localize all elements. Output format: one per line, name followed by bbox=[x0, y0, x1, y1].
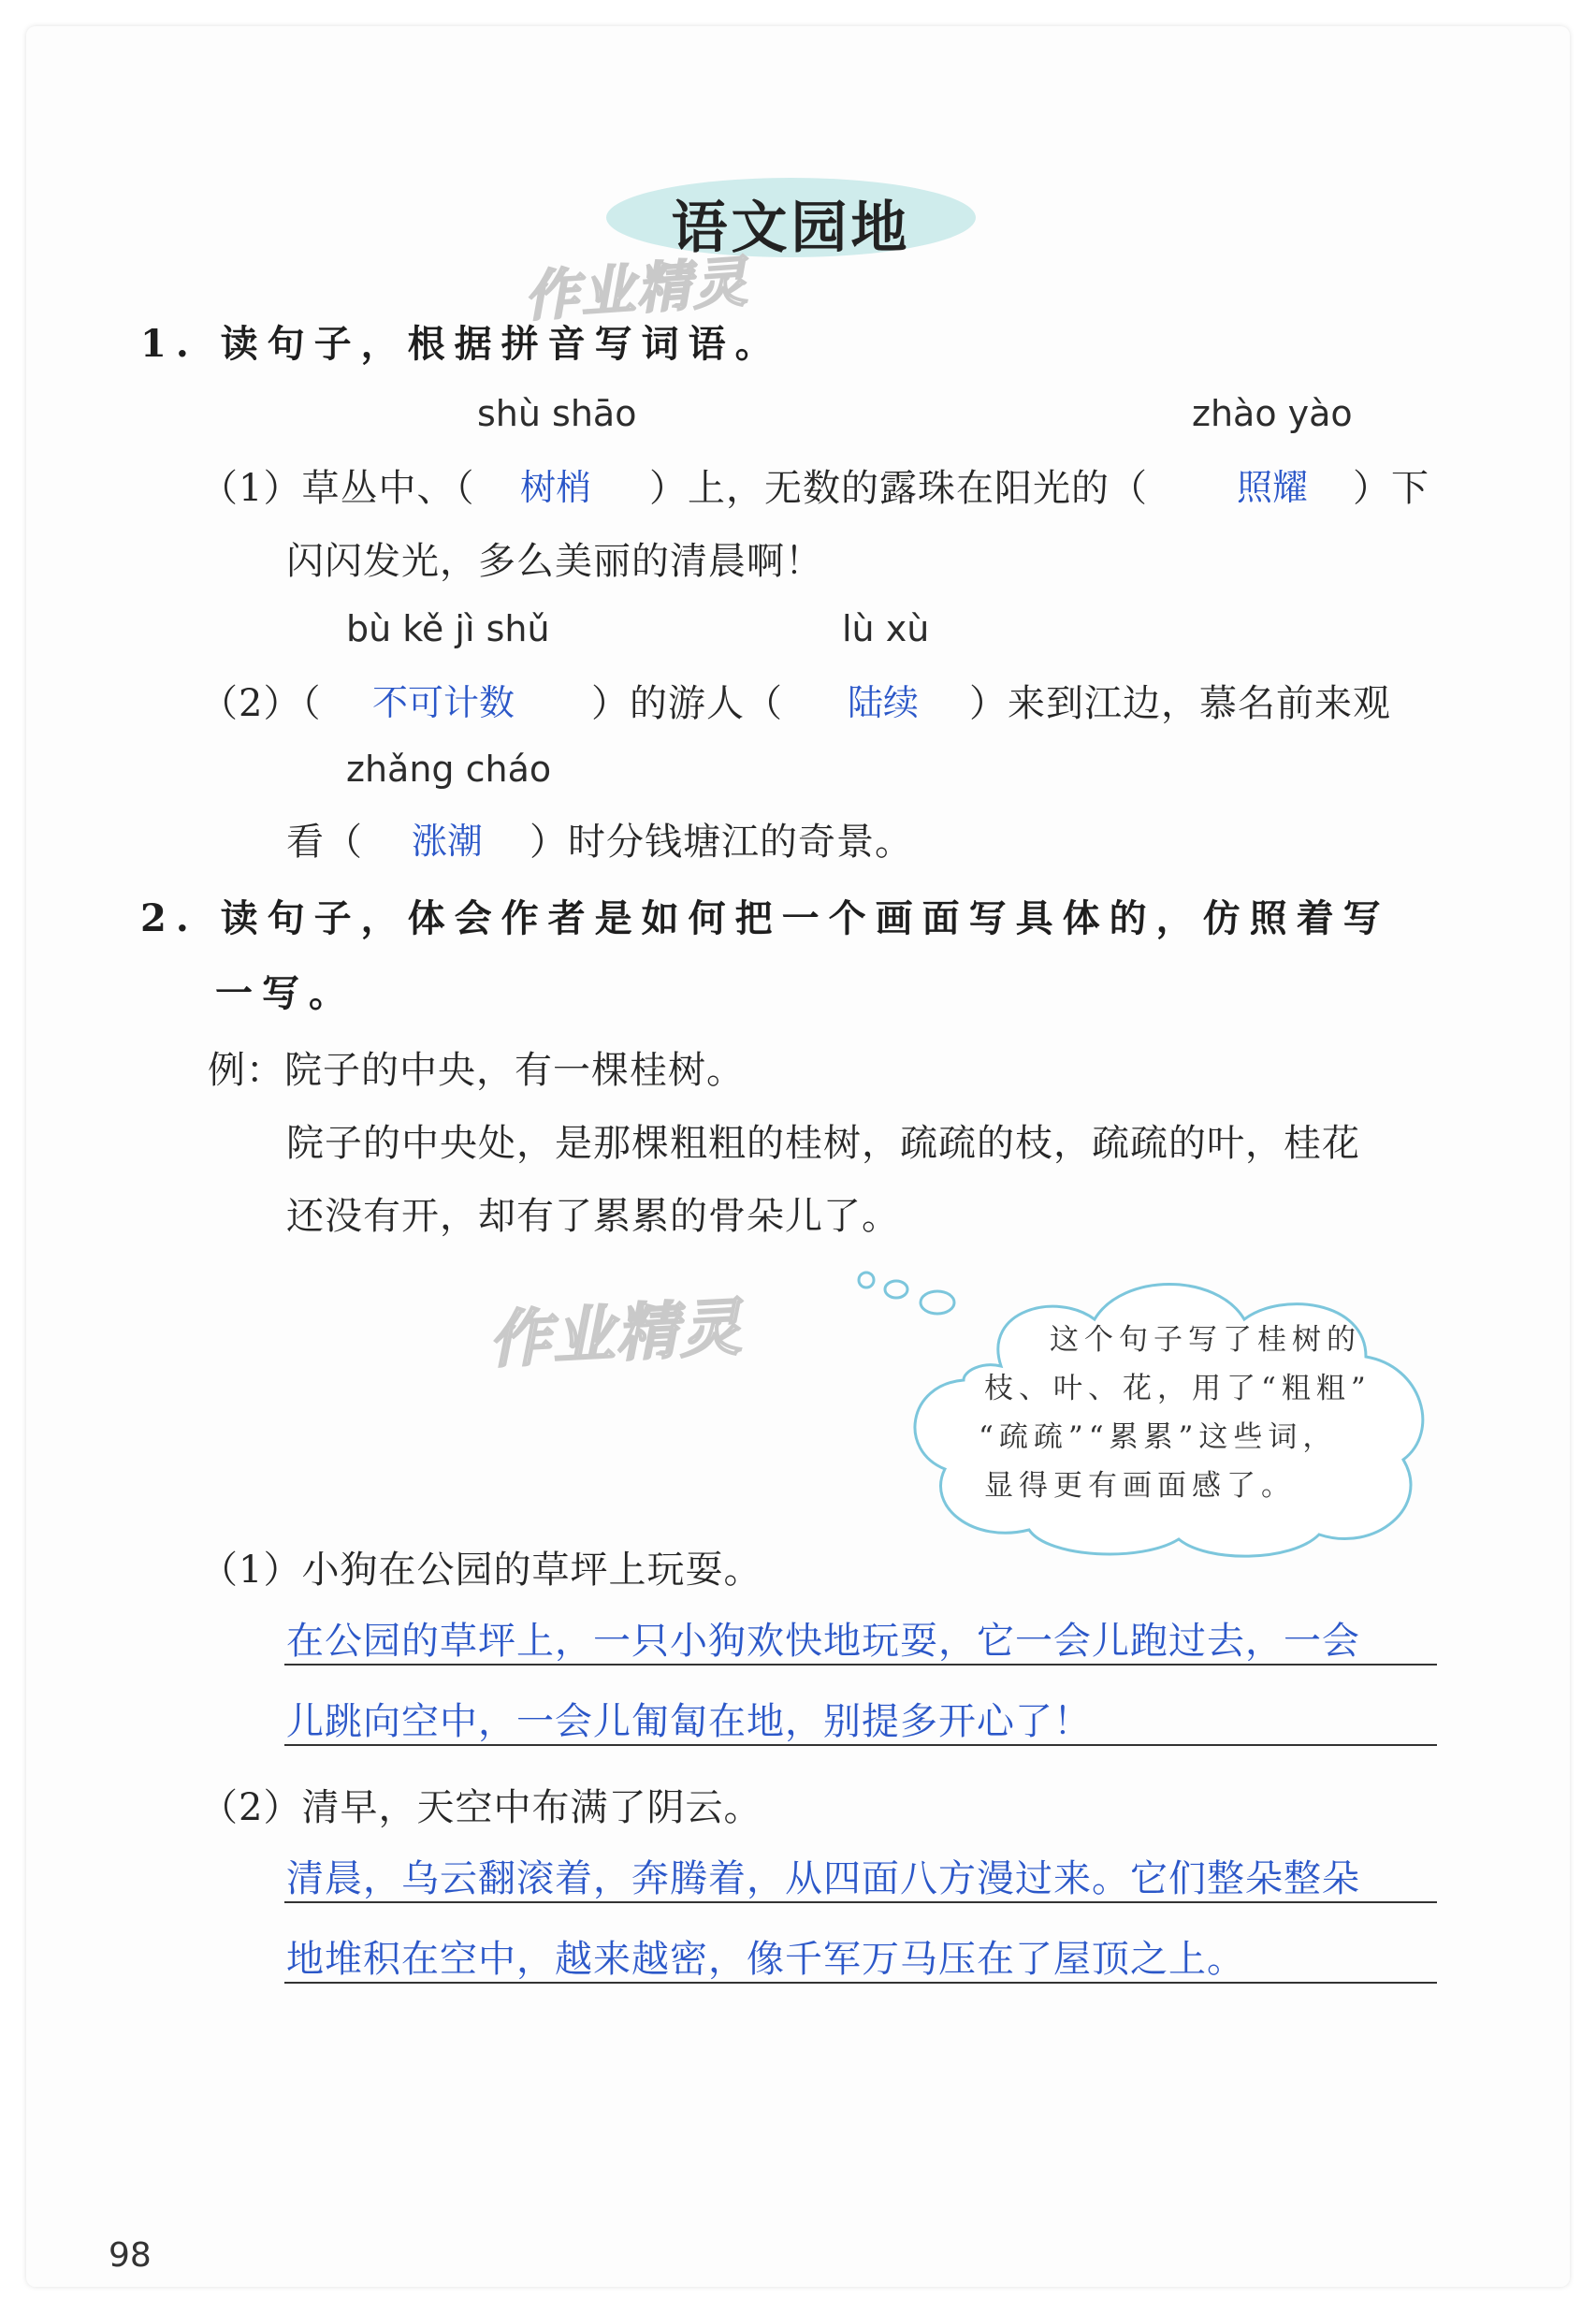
answer-rule bbox=[284, 1982, 1437, 1984]
sub2-answer-line: 清晨，乌云翻滚着，奔腾着，从四面八方漫过来。它们整朵整朵 bbox=[286, 1857, 1360, 1900]
sub1-answer-line: 儿跳向空中，一会儿匍匐在地，别提多开心了！ bbox=[286, 1700, 1092, 1743]
q1-item1-text: ）上，无数的露珠在阳光的（ bbox=[649, 467, 1148, 510]
answer-zhangchao: 涨潮 bbox=[412, 821, 484, 862]
q1-item1-line2: 闪闪发光，多么美丽的清晨啊！ bbox=[286, 540, 823, 583]
sub2-prompt: （2）清早，天空中布满了阴云。 bbox=[200, 1786, 762, 1829]
example-line: 院子的中央处，是那棵粗粗的桂树，疏疏的枝，疏疏的叶，桂花 bbox=[286, 1122, 1360, 1165]
watermark-logo: 作业精灵 bbox=[522, 249, 751, 329]
q1-item2-text: （2）（ bbox=[200, 682, 322, 725]
q1-item2-text: ）来到江边，慕名前来观 bbox=[969, 682, 1391, 725]
q1-heading: 1. 读句子，根据拼音写词语。 bbox=[140, 322, 782, 366]
q1-item1-text: ）下 bbox=[1353, 467, 1429, 510]
sub1-answer-line: 在公园的草坪上，一只小狗欢快地玩耍，它一会儿跑过去，一会 bbox=[286, 1620, 1360, 1663]
example-line: 还没有开，却有了累累的骨朵儿了。 bbox=[286, 1195, 900, 1238]
q1-item2-text: 看（ bbox=[286, 821, 363, 864]
q1-item1-text: （1）草丛中、（ bbox=[200, 467, 475, 510]
section-title: 语文园地 bbox=[671, 196, 911, 261]
pinyin-zhangchao: zhǎng cháo bbox=[346, 749, 552, 790]
pinyin-shushao: shù shāo bbox=[477, 393, 637, 434]
answer-luxu: 陆续 bbox=[848, 682, 920, 723]
watermark-logo: 作业精灵 bbox=[486, 1290, 746, 1377]
pinyin-zhaoyao: zhào yào bbox=[1192, 393, 1353, 434]
answer-rule bbox=[284, 1664, 1437, 1666]
bubble-line: 显得更有画面感了。 bbox=[984, 1469, 1296, 1503]
answer-zhaoyao: 照耀 bbox=[1237, 467, 1309, 508]
pinyin-bukejishu: bù kě jì shǔ bbox=[346, 608, 550, 649]
q2-heading: 2. 读句子，体会作者是如何把一个画面写具体的，仿照着写 bbox=[140, 896, 1390, 940]
example-label: 例：院子的中央，有一棵桂树。 bbox=[208, 1049, 745, 1092]
q1-item2-text: ）的游人（ bbox=[591, 682, 783, 725]
thought-bubble bbox=[842, 1254, 1459, 1563]
bubble-line: 这个句子写了桂树的 bbox=[1050, 1323, 1361, 1357]
answer-rule bbox=[284, 1901, 1437, 1903]
q2-heading-line2: 一写。 bbox=[215, 971, 355, 1015]
bubble-line: 枝、叶、花，用了“粗粗” bbox=[984, 1372, 1371, 1405]
bubble-line: “疏疏”“累累”这些词， bbox=[979, 1420, 1338, 1454]
pinyin-luxu: lù xù bbox=[842, 608, 930, 649]
page-number: 98 bbox=[109, 2236, 152, 2275]
answer-shushao: 树梢 bbox=[520, 467, 592, 508]
sub2-answer-line: 地堆积在空中，越来越密，像千军万马压在了屋顶之上。 bbox=[286, 1938, 1245, 1981]
sub1-prompt: （1）小狗在公园的草坪上玩耍。 bbox=[200, 1549, 762, 1592]
q1-item2-text: ）时分钱塘江的奇景。 bbox=[530, 821, 913, 864]
answer-rule bbox=[284, 1744, 1437, 1746]
answer-bukejishu: 不可计数 bbox=[372, 682, 515, 723]
